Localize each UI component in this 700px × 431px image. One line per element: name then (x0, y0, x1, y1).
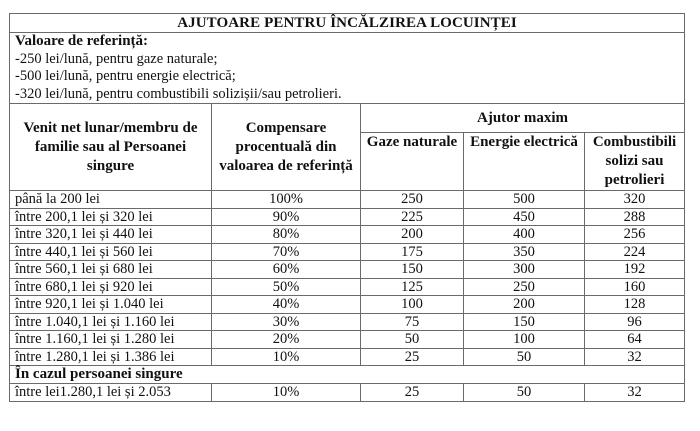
title-row (10, 14, 685, 33)
cell-income: între 680,1 lei și 920 lei (10, 278, 212, 296)
cell-percent: 10% (212, 348, 361, 366)
cell-solid: 320 (585, 191, 685, 209)
reference-values (10, 33, 685, 104)
cell-percent: 30% (212, 313, 361, 331)
cell-income: între 920,1 lei și 1.040 lei (10, 296, 212, 314)
reference-line-electric: -500 lei/lună, pentru energie electrică; (15, 68, 236, 84)
cell-electric: 400 (464, 226, 585, 244)
cell-percent: 10% (212, 384, 361, 402)
table-row (10, 226, 685, 244)
table-row (10, 331, 685, 349)
table-row (10, 313, 685, 331)
cell-solid: 288 (585, 208, 685, 226)
table-row (10, 278, 685, 296)
table-row (10, 208, 685, 226)
cell-gas: 150 (361, 261, 464, 279)
reference-line-solid: -320 lei/lună, pentru combustibili solizișii/sau petrolieri. (15, 85, 342, 102)
table-row (10, 191, 685, 209)
cell-gas: 200 (361, 226, 464, 244)
cell-percent: 90% (212, 208, 361, 226)
table-row (10, 348, 685, 366)
cell-gas: 25 (361, 348, 464, 366)
cell-electric: 50 (464, 384, 585, 402)
header-income: Venit net lunar/membru de familie sau al Persoanei singure (10, 104, 212, 191)
table-row (10, 261, 685, 279)
cell-solid: 32 (585, 348, 685, 366)
cell-electric: 50 (464, 348, 585, 366)
cell-income: între 1.040,1 lei și 1.160 lei (10, 313, 212, 331)
cell-gas: 25 (361, 384, 464, 402)
cell-solid: 32 (585, 384, 685, 402)
cell-gas: 225 (361, 208, 464, 226)
cell-electric: 350 (464, 243, 585, 261)
cell-gas: 75 (361, 313, 464, 331)
header-compensation: Compensare procentuală din valoarea de referință (212, 104, 361, 191)
cell-electric: 150 (464, 313, 585, 331)
cell-income: până la 200 lei (10, 191, 212, 209)
cell-income: între 560,1 lei și 680 lei (10, 261, 212, 279)
cell-solid: 256 (585, 226, 685, 244)
cell-income: între 200,1 lei și 320 lei (10, 208, 212, 226)
reference-line-gas: -250 lei/lună, pentru gaze naturale; (15, 50, 218, 67)
cell-electric: 100 (464, 331, 585, 349)
cell-gas: 125 (361, 278, 464, 296)
cell-solid: 224 (585, 243, 685, 261)
cell-income: între 1.160,1 lei și 1.280 lei (10, 331, 212, 349)
table-row (10, 384, 685, 402)
cell-percent: 60% (212, 261, 361, 279)
heating-aid-table (9, 13, 685, 402)
reference-heading: Valoare de referință: (15, 33, 149, 49)
cell-electric: 200 (464, 296, 585, 314)
cell-income: între 440,1 lei și 560 lei (10, 243, 212, 261)
cell-percent: 40% (212, 296, 361, 314)
cell-electric: 250 (464, 278, 585, 296)
header-max-aid: Ajutor maxim (361, 104, 685, 133)
cell-solid: 192 (585, 261, 685, 279)
cell-income: între 1.280,1 lei și 1.386 lei (10, 348, 212, 366)
cell-gas: 250 (361, 191, 464, 209)
cell-percent: 70% (212, 243, 361, 261)
cell-electric: 500 (464, 191, 585, 209)
cell-gas: 50 (361, 331, 464, 349)
header-gas: Gaze naturale (361, 133, 464, 191)
cell-electric: 300 (464, 261, 585, 279)
table-row (10, 296, 685, 314)
header-row-top (10, 104, 685, 133)
cell-percent: 20% (212, 331, 361, 349)
cell-solid: 160 (585, 278, 685, 296)
cell-percent: 50% (212, 278, 361, 296)
reference-row (10, 33, 685, 104)
cell-percent: 80% (212, 226, 361, 244)
single-person-heading: În cazul persoanei singure (10, 366, 685, 384)
single-person-section-row (10, 366, 685, 384)
cell-gas: 100 (361, 296, 464, 314)
cell-income: între lei1.280,1 lei și 2.053 (10, 384, 212, 402)
cell-percent: 100% (212, 191, 361, 209)
cell-solid: 96 (585, 313, 685, 331)
table-title: AJUTOARE PENTRU ÎNCĂLZIREA LOCUINȚEI (10, 14, 685, 33)
cell-gas: 175 (361, 243, 464, 261)
cell-income: între 320,1 lei și 440 lei (10, 226, 212, 244)
cell-solid: 128 (585, 296, 685, 314)
header-solid: Combustibili solizi sau petrolieri (585, 133, 685, 191)
table-row (10, 243, 685, 261)
header-electric: Energie electrică (464, 133, 585, 191)
cell-solid: 64 (585, 331, 685, 349)
cell-electric: 450 (464, 208, 585, 226)
